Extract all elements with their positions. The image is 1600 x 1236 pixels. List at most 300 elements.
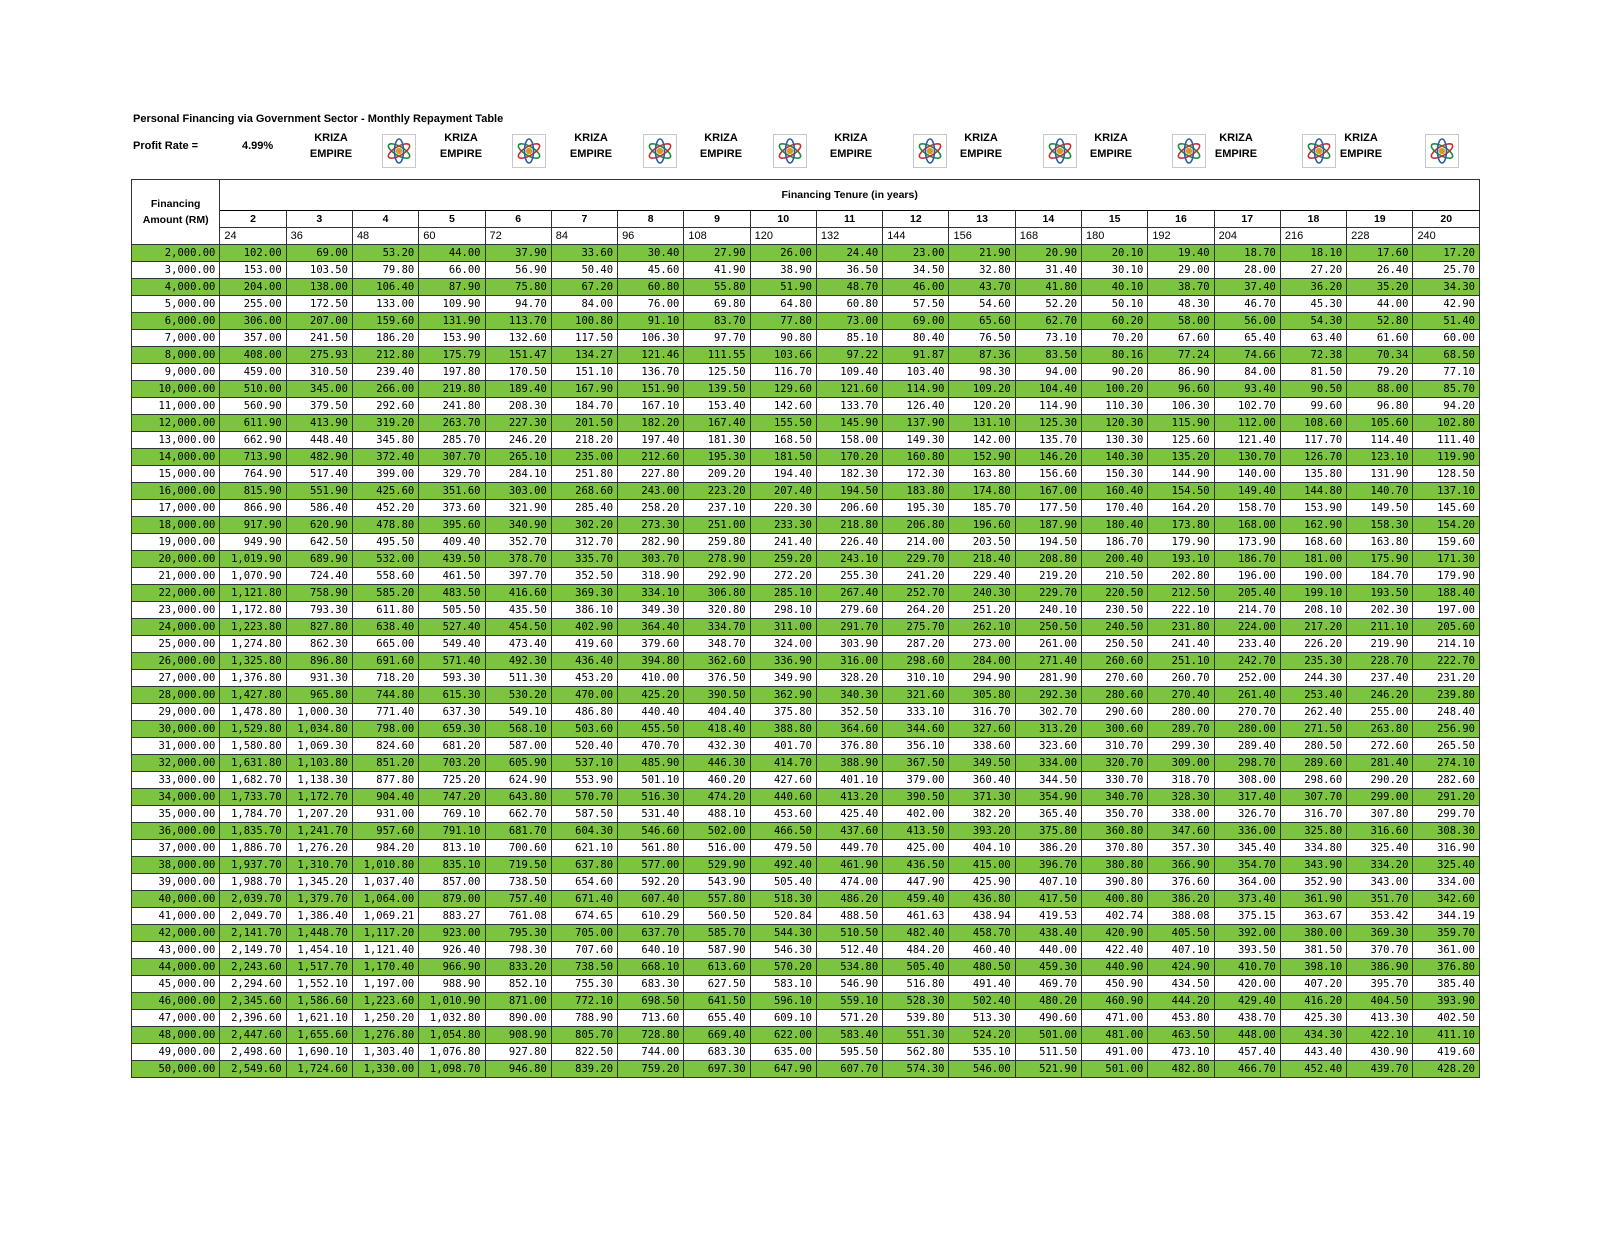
repayment-cell: 218.40 — [949, 551, 1015, 568]
repayment-cell: 738.50 — [485, 874, 551, 891]
repayment-cell: 352.50 — [816, 704, 882, 721]
repayment-cell: 275.70 — [883, 619, 949, 636]
repayment-cell: 302.20 — [551, 517, 617, 534]
repayment-cell: 103.40 — [883, 364, 949, 381]
repayment-cell: 142.00 — [949, 432, 1015, 449]
repayment-cell: 303.90 — [816, 636, 882, 653]
month-header: 204 — [1214, 228, 1280, 245]
repayment-cell: 393.20 — [949, 823, 1015, 840]
repayment-cell: 131.10 — [949, 415, 1015, 432]
table-row — [132, 517, 1480, 534]
repayment-cell: 61.60 — [1347, 330, 1413, 347]
repayment-cell: 396.70 — [1015, 857, 1081, 874]
repayment-cell: 197.40 — [618, 432, 684, 449]
repayment-cell: 447.90 — [883, 874, 949, 891]
repayment-cell: 402.74 — [1082, 908, 1148, 925]
financing-amount-cell: 23,000.00 — [132, 602, 220, 619]
repayment-cell: 674.65 — [551, 908, 617, 925]
repayment-cell: 103.66 — [750, 347, 816, 364]
repayment-cell: 691.60 — [352, 653, 418, 670]
year-header: 19 — [1347, 211, 1413, 228]
brand-text — [560, 130, 622, 162]
repayment-cell: 186.70 — [1082, 534, 1148, 551]
repayment-cell: 24.40 — [816, 245, 882, 262]
repayment-cell: 199.10 — [1280, 585, 1346, 602]
repayment-cell: 55.80 — [684, 279, 750, 296]
repayment-cell: 40.10 — [1082, 279, 1148, 296]
repayment-cell: 235.00 — [551, 449, 617, 466]
repayment-cell: 208.80 — [1015, 551, 1081, 568]
repayment-cell: 231.80 — [1148, 619, 1214, 636]
repayment-cell: 270.60 — [1082, 670, 1148, 687]
repayment-cell: 866.90 — [220, 500, 286, 517]
table-row — [132, 874, 1480, 891]
repayment-cell: 470.70 — [618, 738, 684, 755]
repayment-cell: 179.90 — [1413, 568, 1480, 585]
repayment-cell: 251.20 — [949, 602, 1015, 619]
repayment-cell: 23.00 — [883, 245, 949, 262]
repayment-cell: 90.50 — [1280, 381, 1346, 398]
repayment-cell: 167.40 — [684, 415, 750, 432]
repayment-cell: 195.30 — [883, 500, 949, 517]
repayment-cell: 375.80 — [750, 704, 816, 721]
financing-amount-cell: 10,000.00 — [132, 381, 220, 398]
repayment-cell: 1,379.70 — [286, 891, 352, 908]
repayment-cell: 105.60 — [1347, 415, 1413, 432]
repayment-cell: 931.00 — [352, 806, 418, 823]
repayment-cell: 340.90 — [485, 517, 551, 534]
repayment-cell: 562.80 — [883, 1044, 949, 1061]
repayment-cell: 370.80 — [1082, 840, 1148, 857]
repayment-cell: 1,988.70 — [220, 874, 286, 891]
repayment-cell: 394.80 — [618, 653, 684, 670]
repayment-cell: 546.30 — [750, 942, 816, 959]
repayment-cell: 34.30 — [1413, 279, 1480, 296]
repayment-cell: 239.80 — [1413, 687, 1480, 704]
repayment-cell: 123.10 — [1347, 449, 1413, 466]
repayment-cell: 908.90 — [485, 1027, 551, 1044]
repayment-cell: 32.80 — [949, 262, 1015, 279]
repayment-cell: 30.40 — [618, 245, 684, 262]
repayment-cell: 102.70 — [1214, 398, 1280, 415]
repayment-cell: 138.00 — [286, 279, 352, 296]
table-row — [132, 449, 1480, 466]
repayment-cell: 420.90 — [1082, 925, 1148, 942]
financing-amount-cell: 39,000.00 — [132, 874, 220, 891]
financing-amount-cell: 42,000.00 — [132, 925, 220, 942]
repayment-cell: 452.20 — [352, 500, 418, 517]
repayment-cell: 381.50 — [1280, 942, 1346, 959]
repayment-cell: 305.80 — [949, 687, 1015, 704]
repayment-cell: 570.20 — [750, 959, 816, 976]
table-row — [132, 755, 1480, 772]
repayment-cell: 450.90 — [1082, 976, 1148, 993]
table-row — [132, 432, 1480, 449]
table-row — [132, 806, 1480, 823]
repayment-cell: 189.40 — [485, 381, 551, 398]
repayment-cell: 321.90 — [485, 500, 551, 517]
brand-text — [1330, 130, 1392, 162]
repayment-cell: 334.20 — [1347, 857, 1413, 874]
repayment-cell: 76.50 — [949, 330, 1015, 347]
financing-amount-cell: 3,000.00 — [132, 262, 220, 279]
repayment-cell: 218.20 — [551, 432, 617, 449]
repayment-cell: 58.00 — [1148, 313, 1214, 330]
repayment-cell: 683.30 — [618, 976, 684, 993]
repayment-cell: 52.80 — [1347, 313, 1413, 330]
year-header: 7 — [551, 211, 617, 228]
repayment-cell: 204.00 — [220, 279, 286, 296]
repayment-cell: 280.50 — [1280, 738, 1346, 755]
repayment-cell: 427.60 — [750, 772, 816, 789]
repayment-cell: 503.60 — [551, 721, 617, 738]
repayment-cell: 463.50 — [1148, 1027, 1214, 1044]
repayment-cell: 102.80 — [1413, 415, 1480, 432]
repayment-cell: 69.00 — [883, 313, 949, 330]
financing-amount-cell: 8,000.00 — [132, 347, 220, 364]
table-row — [132, 704, 1480, 721]
repayment-cell: 131.90 — [419, 313, 485, 330]
repayment-cell: 1,121.40 — [352, 942, 418, 959]
repayment-cell: 63.40 — [1280, 330, 1346, 347]
repayment-cell: 167.00 — [1015, 483, 1081, 500]
repayment-cell: 126.40 — [883, 398, 949, 415]
repayment-cell: 46.70 — [1214, 296, 1280, 313]
repayment-cell: 182.30 — [816, 466, 882, 483]
repayment-cell: 2,243.60 — [220, 959, 286, 976]
repayment-cell: 744.80 — [352, 687, 418, 704]
repayment-cell: 380.00 — [1280, 925, 1346, 942]
repayment-cell: 114.90 — [1015, 398, 1081, 415]
brand-text — [950, 130, 1012, 162]
repayment-cell: 461.50 — [419, 568, 485, 585]
repayment-cell: 453.80 — [1148, 1010, 1214, 1027]
repayment-cell: 73.10 — [1015, 330, 1081, 347]
repayment-cell: 700.60 — [485, 840, 551, 857]
repayment-cell: 647.90 — [750, 1061, 816, 1078]
repayment-cell: 1,724.60 — [286, 1061, 352, 1078]
repayment-cell: 244.30 — [1280, 670, 1346, 687]
repayment-cell: 354.90 — [1015, 789, 1081, 806]
repayment-cell: 185.70 — [949, 500, 1015, 517]
repayment-cell: 287.20 — [883, 636, 949, 653]
repayment-cell: 370.70 — [1347, 942, 1413, 959]
month-header: 60 — [419, 228, 485, 245]
brand-text — [300, 130, 362, 162]
repayment-cell: 404.50 — [1347, 993, 1413, 1010]
repayment-cell: 167.90 — [551, 381, 617, 398]
repayment-cell: 226.20 — [1280, 636, 1346, 653]
repayment-cell: 292.90 — [684, 568, 750, 585]
repayment-cell: 130.70 — [1214, 449, 1280, 466]
repayment-cell: 609.10 — [750, 1010, 816, 1027]
repayment-cell: 1,325.80 — [220, 653, 286, 670]
repayment-cell: 262.40 — [1280, 704, 1346, 721]
repayment-cell: 2,149.70 — [220, 942, 286, 959]
repayment-cell: 469.70 — [1015, 976, 1081, 993]
repayment-cell: 805.70 — [551, 1027, 617, 1044]
repayment-cell: 195.30 — [684, 449, 750, 466]
repayment-cell: 532.00 — [352, 551, 418, 568]
repayment-cell: 323.60 — [1015, 738, 1081, 755]
repayment-cell: 246.20 — [485, 432, 551, 449]
month-header: 36 — [286, 228, 352, 245]
repayment-cell: 1,937.70 — [220, 857, 286, 874]
table-row — [132, 602, 1480, 619]
repayment-cell: 256.90 — [1413, 721, 1480, 738]
repayment-cell: 270.40 — [1148, 687, 1214, 704]
repayment-cell: 50.10 — [1082, 296, 1148, 313]
repayment-cell: 98.30 — [949, 364, 1015, 381]
repayment-cell: 466.70 — [1214, 1061, 1280, 1078]
repayment-cell: 149.30 — [883, 432, 949, 449]
repayment-cell: 91.87 — [883, 347, 949, 364]
repayment-cell: 156.60 — [1015, 466, 1081, 483]
repayment-cell: 393.50 — [1214, 942, 1280, 959]
repayment-cell: 516.00 — [684, 840, 750, 857]
repayment-cell: 440.40 — [618, 704, 684, 721]
repayment-cell: 137.10 — [1413, 483, 1480, 500]
table-row — [132, 483, 1480, 500]
repayment-cell: 425.60 — [352, 483, 418, 500]
repayment-cell: 1,586.60 — [286, 993, 352, 1010]
repayment-cell: 529.90 — [684, 857, 750, 874]
repayment-cell: 452.40 — [1280, 1061, 1346, 1078]
repayment-cell: 1,138.30 — [286, 772, 352, 789]
brand-line-1: KRIZA — [1219, 132, 1253, 144]
repayment-cell: 1,478.80 — [220, 704, 286, 721]
repayment-cell: 432.30 — [684, 738, 750, 755]
repayment-cell: 261.00 — [1015, 636, 1081, 653]
repayment-cell: 359.70 — [1413, 925, 1480, 942]
repayment-cell: 64.80 — [750, 296, 816, 313]
repayment-cell: 2,141.70 — [220, 925, 286, 942]
repayment-cell: 482.90 — [286, 449, 352, 466]
financing-amount-cell: 6,000.00 — [132, 313, 220, 330]
atom-logo-icon — [1043, 134, 1077, 168]
repayment-cell: 316.60 — [1347, 823, 1413, 840]
repayment-cell: 637.70 — [618, 925, 684, 942]
repayment-cell: 1,682.70 — [220, 772, 286, 789]
repayment-cell: 1,032.80 — [419, 1010, 485, 1027]
table-row — [132, 823, 1480, 840]
repayment-cell: 20.90 — [1015, 245, 1081, 262]
repayment-cell: 57.50 — [883, 296, 949, 313]
repayment-cell: 226.40 — [816, 534, 882, 551]
financing-amount-cell: 12,000.00 — [132, 415, 220, 432]
repayment-cell: 190.00 — [1280, 568, 1346, 585]
repayment-cell: 240.10 — [1015, 602, 1081, 619]
table-row — [132, 381, 1480, 398]
atom-logo-icon — [913, 134, 947, 168]
financing-amount-cell: 4,000.00 — [132, 279, 220, 296]
repayment-cell: 495.50 — [352, 534, 418, 551]
repayment-cell: 471.00 — [1082, 1010, 1148, 1027]
atom-logo-icon — [643, 134, 677, 168]
repayment-cell: 87.36 — [949, 347, 1015, 364]
repayment-cell: 335.70 — [551, 551, 617, 568]
financing-amount-cell: 16,000.00 — [132, 483, 220, 500]
repayment-cell: 520.40 — [551, 738, 617, 755]
repayment-cell: 270.70 — [1214, 704, 1280, 721]
repayment-cell: 349.50 — [949, 755, 1015, 772]
repayment-cell: 275.93 — [286, 347, 352, 364]
repayment-cell: 480.20 — [1015, 993, 1081, 1010]
repayment-cell: 596.10 — [750, 993, 816, 1010]
repayment-cell: 117.50 — [551, 330, 617, 347]
repayment-cell: 385.40 — [1413, 976, 1480, 993]
table-row — [132, 670, 1480, 687]
repayment-cell: 524.20 — [949, 1027, 1015, 1044]
repayment-cell: 164.20 — [1148, 500, 1214, 517]
repayment-cell: 611.90 — [220, 415, 286, 432]
repayment-cell: 28.00 — [1214, 262, 1280, 279]
year-header: 10 — [750, 211, 816, 228]
repayment-cell: 76.00 — [618, 296, 684, 313]
repayment-cell: 308.00 — [1214, 772, 1280, 789]
repayment-cell: 237.10 — [684, 500, 750, 517]
repayment-cell: 298.60 — [883, 653, 949, 670]
repayment-cell: 50.40 — [551, 262, 617, 279]
financing-amount-cell: 32,000.00 — [132, 755, 220, 772]
year-header: 14 — [1015, 211, 1081, 228]
financing-amount-cell: 20,000.00 — [132, 551, 220, 568]
repayment-cell: 340.30 — [816, 687, 882, 704]
repayment-cell: 94.70 — [485, 296, 551, 313]
repayment-cell: 289.70 — [1148, 721, 1214, 738]
repayment-cell: 196.00 — [1214, 568, 1280, 585]
repayment-cell: 292.60 — [352, 398, 418, 415]
repayment-cell: 516.30 — [618, 789, 684, 806]
repayment-cell: 395.70 — [1347, 976, 1413, 993]
repayment-cell: 413.30 — [1347, 1010, 1413, 1027]
repayment-cell: 294.90 — [949, 670, 1015, 687]
repayment-cell: 223.20 — [684, 483, 750, 500]
repayment-cell: 173.80 — [1148, 517, 1214, 534]
repayment-cell: 303.00 — [485, 483, 551, 500]
repayment-cell: 241.40 — [1148, 636, 1214, 653]
month-header: 216 — [1280, 228, 1346, 245]
repayment-cell: 136.70 — [618, 364, 684, 381]
repayment-cell: 282.90 — [618, 534, 684, 551]
repayment-cell: 926.40 — [419, 942, 485, 959]
repayment-cell: 273.30 — [618, 517, 684, 534]
repayment-cell: 419.60 — [551, 636, 617, 653]
repayment-cell: 77.10 — [1413, 364, 1480, 381]
repayment-cell: 453.20 — [551, 670, 617, 687]
repayment-cell: 2,345.60 — [220, 993, 286, 1010]
repayment-cell: 473.40 — [485, 636, 551, 653]
repayment-cell: 2,447.60 — [220, 1027, 286, 1044]
repayment-cell: 56.90 — [485, 262, 551, 279]
repayment-cell: 121.40 — [1214, 432, 1280, 449]
table-row — [132, 330, 1480, 347]
table-row — [132, 585, 1480, 602]
repayment-cell: 132.60 — [485, 330, 551, 347]
brand-line-1: KRIZA — [314, 132, 348, 144]
repayment-cell: 18.70 — [1214, 245, 1280, 262]
table-row — [132, 789, 1480, 806]
repayment-cell: 91.10 — [618, 313, 684, 330]
repayment-cell: 316.00 — [816, 653, 882, 670]
repayment-cell: 703.20 — [419, 755, 485, 772]
repayment-cell: 220.50 — [1082, 585, 1148, 602]
repayment-cell: 379.60 — [618, 636, 684, 653]
repayment-cell: 375.80 — [1015, 823, 1081, 840]
repayment-cell: 342.60 — [1413, 891, 1480, 908]
repayment-cell: 206.80 — [883, 517, 949, 534]
repayment-cell: 159.60 — [1413, 534, 1480, 551]
repayment-cell: 81.50 — [1280, 364, 1346, 381]
repayment-cell: 505.40 — [750, 874, 816, 891]
repayment-cell: 334.80 — [1280, 840, 1346, 857]
table-row — [132, 908, 1480, 925]
repayment-cell: 473.10 — [1148, 1044, 1214, 1061]
repayment-cell: 206.60 — [816, 500, 882, 517]
repayment-cell: 352.70 — [485, 534, 551, 551]
repayment-cell: 85.10 — [816, 330, 882, 347]
repayment-cell: 100.20 — [1082, 381, 1148, 398]
repayment-cell: 798.30 — [485, 942, 551, 959]
month-header: 72 — [485, 228, 551, 245]
repayment-cell: 328.30 — [1148, 789, 1214, 806]
repayment-cell: 140.30 — [1082, 449, 1148, 466]
repayment-cell: 759.20 — [618, 1061, 684, 1078]
repayment-cell: 253.40 — [1280, 687, 1346, 704]
table-row — [132, 1027, 1480, 1044]
repayment-cell: 163.80 — [949, 466, 1015, 483]
repayment-cell: 434.30 — [1280, 1027, 1346, 1044]
repayment-cell: 931.30 — [286, 670, 352, 687]
repayment-cell: 290.60 — [1082, 704, 1148, 721]
repayment-cell: 585.20 — [352, 585, 418, 602]
repayment-cell: 1,386.40 — [286, 908, 352, 925]
brand-line-1: KRIZA — [1094, 132, 1128, 144]
repayment-cell: 505.40 — [883, 959, 949, 976]
repayment-cell: 459.30 — [1015, 959, 1081, 976]
financing-amount-cell: 36,000.00 — [132, 823, 220, 840]
repayment-cell: 460.90 — [1082, 993, 1148, 1010]
repayment-cell: 637.30 — [419, 704, 485, 721]
repayment-cell: 769.10 — [419, 806, 485, 823]
repayment-cell: 371.30 — [949, 789, 1015, 806]
repayment-cell: 363.67 — [1280, 908, 1346, 925]
year-header: 20 — [1413, 211, 1480, 228]
repayment-cell: 273.00 — [949, 636, 1015, 653]
brand-line-2: EMPIRE — [439, 148, 483, 160]
repayment-cell: 627.50 — [684, 976, 750, 993]
repayment-cell: 160.80 — [883, 449, 949, 466]
repayment-cell: 77.24 — [1148, 347, 1214, 364]
repayment-cell: 1,000.30 — [286, 704, 352, 721]
repayment-cell: 1,117.20 — [352, 925, 418, 942]
repayment-cell: 237.40 — [1347, 670, 1413, 687]
repayment-cell: 27.20 — [1280, 262, 1346, 279]
repayment-cell: 399.00 — [352, 466, 418, 483]
repayment-cell: 490.60 — [1015, 1010, 1081, 1027]
repayment-cell: 642.50 — [286, 534, 352, 551]
repayment-cell: 90.80 — [750, 330, 816, 347]
repayment-cell: 311.00 — [750, 619, 816, 636]
repayment-cell: 162.90 — [1280, 517, 1346, 534]
repayment-cell: 68.50 — [1413, 347, 1480, 364]
repayment-cell: 83.50 — [1015, 347, 1081, 364]
table-row — [132, 687, 1480, 704]
repayment-cell: 501.00 — [1015, 1027, 1081, 1044]
repayment-cell: 242.70 — [1214, 653, 1280, 670]
repayment-cell: 292.30 — [1015, 687, 1081, 704]
atom-logo-icon — [1425, 134, 1459, 168]
